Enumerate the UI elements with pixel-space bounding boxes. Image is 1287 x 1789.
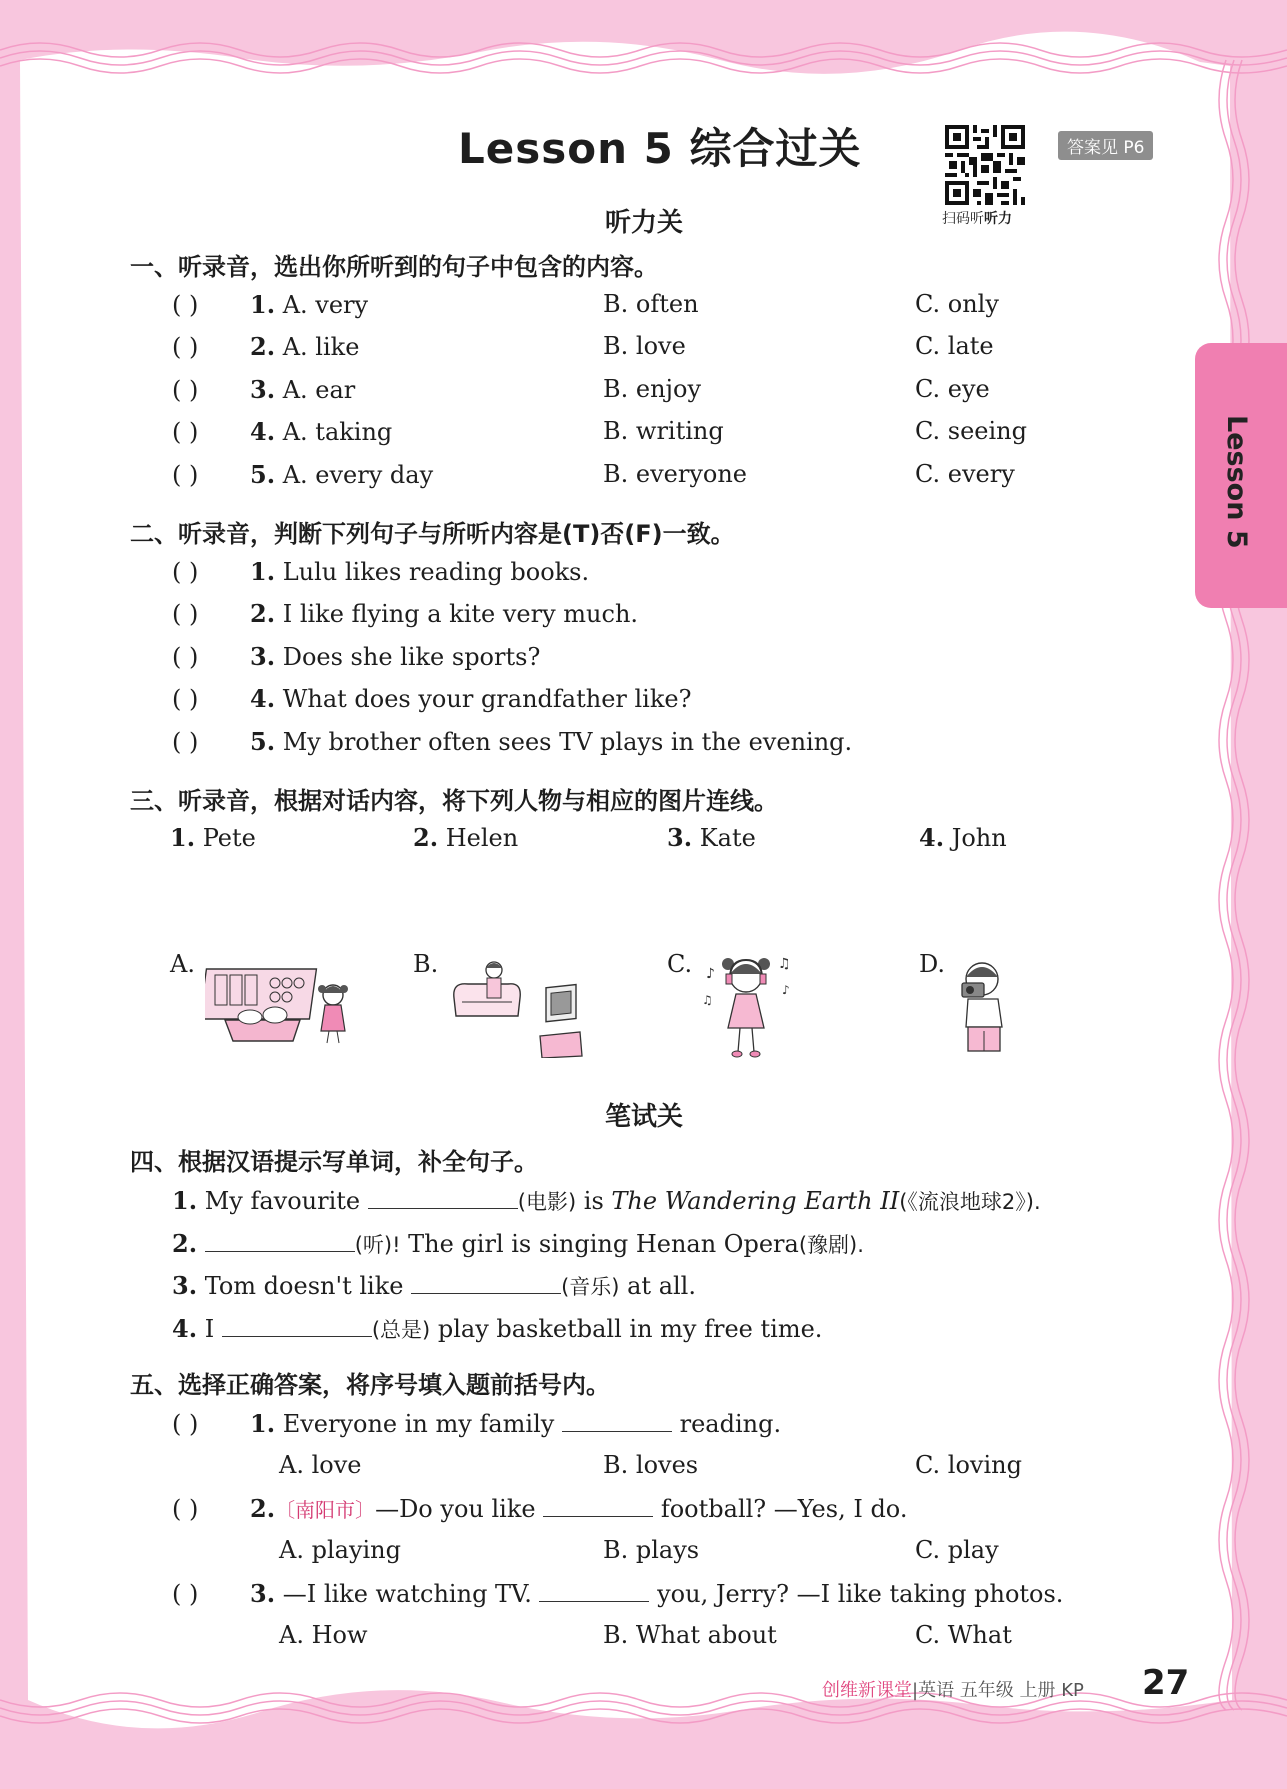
option-a: A. How — [279, 1621, 368, 1649]
q5-heading: 五、选择正确答案，将序号填入题前括号内。 — [130, 1371, 610, 1399]
answer-paren[interactable]: ( ) — [172, 558, 199, 586]
qr-code-icon[interactable] — [945, 125, 1025, 205]
answer-paren[interactable]: ( ) — [172, 728, 199, 756]
option-c: C. seeing — [915, 417, 1027, 445]
answer-badge: 答案见 P6 — [1058, 131, 1153, 160]
option-c: C. every — [915, 460, 1015, 488]
list-item: ( ) 1. Everyone in my family reading. — [172, 1409, 782, 1438]
answer-paren[interactable]: ( ) — [172, 333, 199, 361]
q2-heading: 二、听录音，判断下列句子与所听内容是(T)否(F)一致。 — [130, 520, 735, 548]
answer-paren[interactable]: ( ) — [172, 600, 199, 628]
option-a: A. playing — [279, 1536, 401, 1564]
option-b: B. What about — [603, 1621, 777, 1649]
q4-heading: 四、根据汉语提示写单词，补全句子。 — [130, 1148, 538, 1176]
list-item: ( ) 3. A. ear — [172, 375, 356, 404]
list-item: 2. (听)! The girl is singing Henan Opera(豫剧). — [172, 1229, 864, 1258]
brand-name: 创维新课堂 — [822, 1680, 912, 1701]
option-b: B. often — [603, 290, 699, 318]
picture-label-b: B. — [413, 950, 439, 978]
option-b: B. love — [603, 332, 686, 360]
listening-section-title: 听力关 — [605, 208, 684, 238]
list-item: ( ) 2. I like flying a kite very much. — [172, 599, 639, 628]
answer-paren[interactable]: ( ) — [172, 418, 199, 446]
option-a: A. love — [279, 1451, 362, 1479]
option-b: B. enjoy — [603, 375, 702, 403]
person-john: 4. John — [919, 823, 1007, 852]
footer: 创维新课堂|英语 五年级 上册 KP — [822, 1680, 1084, 1701]
list-item: ( ) 5. My brother often sees TV plays in the evening. — [172, 727, 853, 756]
answer-paren[interactable]: ( ) — [172, 376, 199, 404]
list-item: 1. My favourite (电影) is The Wandering Earth II(《流浪地球2》). — [172, 1186, 1041, 1215]
answer-blank[interactable] — [539, 1581, 649, 1602]
answer-paren[interactable]: ( ) — [172, 685, 199, 713]
answer-blank[interactable] — [543, 1496, 653, 1517]
list-item: 4. I (总是) play basketball in my free time. — [172, 1314, 823, 1343]
answer-paren[interactable]: ( ) — [172, 291, 199, 319]
list-item: ( ) 4. What does your grandfather like? — [172, 684, 692, 713]
list-item: ( ) 1. A. very — [172, 290, 369, 319]
svg-text:♪: ♪ — [706, 966, 715, 982]
answer-blank[interactable] — [222, 1316, 372, 1337]
answer-blank[interactable] — [562, 1411, 672, 1432]
person-helen: 2. Helen — [413, 823, 519, 852]
shopping-girl-illustration — [205, 965, 355, 1045]
list-item: ( ) 2.〔南阳市〕—Do you like football? —Yes, I do. — [172, 1494, 908, 1523]
picture-label-c: C. — [667, 950, 693, 978]
svg-text:♪: ♪ — [782, 983, 790, 997]
option-b: B. writing — [603, 417, 724, 445]
answer-paren[interactable]: ( ) — [172, 1410, 199, 1438]
q3-heading: 三、听录音，根据对话内容，将下列人物与相应的图片连线。 — [130, 787, 778, 815]
svg-text:♫: ♫ — [702, 993, 713, 1007]
list-item: ( ) 3. —I like watching TV. you, Jerry? —I like taking photos. — [172, 1579, 1064, 1608]
option-b: B. plays — [603, 1536, 700, 1564]
list-item: ( ) 2. A. like — [172, 332, 360, 361]
page-number: 27 — [1142, 1663, 1190, 1703]
list-item: ( ) 3. Does she like sports? — [172, 642, 541, 671]
answer-paren[interactable]: ( ) — [172, 643, 199, 671]
picture-label-d: D. — [919, 950, 946, 978]
qr-caption: 扫码听听力 — [942, 211, 1012, 227]
writing-section-title: 笔试关 — [605, 1102, 684, 1132]
answer-paren[interactable]: ( ) — [172, 461, 199, 489]
answer-paren[interactable]: ( ) — [172, 1580, 199, 1608]
boy-watching-tv-illustration — [448, 958, 588, 1058]
svg-text:♫: ♫ — [778, 956, 791, 972]
answer-blank[interactable] — [368, 1188, 518, 1209]
page-title: Lesson 5 综合过关 — [458, 124, 862, 173]
option-c: C. loving — [915, 1451, 1022, 1479]
option-c: C. only — [915, 290, 999, 318]
boy-camera-illustration — [948, 955, 1018, 1055]
person-kate: 3. Kate — [667, 823, 756, 852]
answer-blank[interactable] — [411, 1273, 561, 1294]
answer-blank[interactable] — [205, 1231, 355, 1252]
option-c: C. play — [915, 1536, 999, 1564]
list-item: 3. Tom doesn't like (音乐) at all. — [172, 1271, 696, 1300]
option-c: C. What — [915, 1621, 1012, 1649]
option-b: B. loves — [603, 1451, 699, 1479]
list-item: ( ) 5. A. every day — [172, 460, 434, 489]
list-item: ( ) 1. Lulu likes reading books. — [172, 557, 590, 586]
person-pete: 1. Pete — [170, 823, 256, 852]
picture-label-a: A. — [170, 950, 195, 978]
girl-music-illustration — [700, 948, 800, 1060]
list-item: ( ) 4. A. taking — [172, 417, 393, 446]
option-c: C. eye — [915, 375, 990, 403]
option-b: B. everyone — [603, 460, 747, 488]
q1-heading: 一、听录音，选出你所听到的句子中包含的内容。 — [130, 253, 658, 281]
option-c: C. late — [915, 332, 994, 360]
side-tab-label: Lesson 5 — [1221, 415, 1252, 549]
answer-paren[interactable]: ( ) — [172, 1495, 199, 1523]
region-tag: 〔南阳市〕 — [275, 1498, 376, 1522]
